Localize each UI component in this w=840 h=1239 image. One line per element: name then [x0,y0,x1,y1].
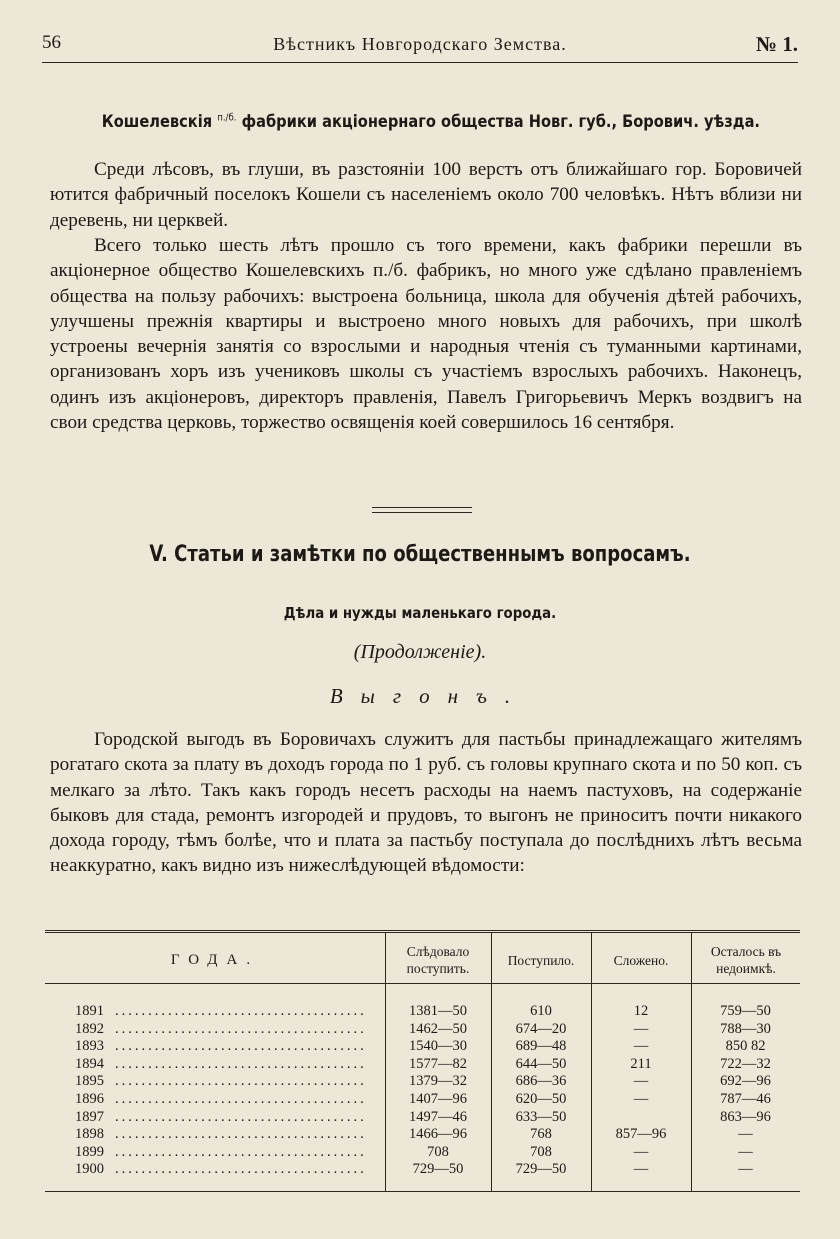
leader-dots: ...................................... [115,1090,367,1107]
cell-forgiven: — [633,1090,649,1107]
row-year: 1897 [75,1108,104,1125]
table-row [45,1073,800,1091]
cell-received: 708 [530,1143,552,1160]
table-row [45,1091,800,1109]
cell-arrears: 787—46 [720,1090,771,1107]
heading-part-1: Кошелевскія [101,112,218,132]
cell-arrears: — [738,1161,753,1178]
cell-due: 1407—96 [409,1090,467,1107]
cell-forgiven: — [633,1073,649,1090]
heading-superscript: п./б. [217,112,237,124]
leader-dots: ...................................... [115,1020,367,1037]
cell-forgiven: 211 [630,1055,652,1072]
cell-forgiven: — [633,1143,649,1160]
table-row [45,1109,800,1127]
pasture-fee-table [45,930,800,1192]
cell-received: 686—36 [515,1073,567,1090]
table-row [45,1161,800,1179]
leader-dots: ...................................... [115,1126,367,1143]
cell-forgiven: 857—96 [615,1126,667,1143]
column-header-year: ГОДА. [170,951,260,968]
cell-forgiven: — [633,1038,649,1055]
journal-title: Вѣстникъ Новгородскаго Земства. [273,34,567,54]
table-row [45,1021,800,1039]
cell-arrears: 692—96 [720,1073,771,1090]
table-row [45,1003,800,1021]
cell-due: 729—50 [412,1161,464,1178]
row-year: 1898 [75,1126,104,1143]
cell-due: 708 [427,1143,449,1160]
row-year: 1891 [75,1003,104,1019]
leader-dots: ...................................... [115,1161,367,1178]
leader-dots: ...................................... [115,1108,367,1125]
table-body [45,1003,800,1179]
paragraph: Городской выгодъ въ Боровичахъ служитъ для пастьбы принадлежащаго жителямъ рогатаго скота за плату въ доходъ города по 1 руб. съ головы крупнаго скота и по 50 коп. съ мелкаго за лѣто. Такъ какъ городъ несетъ расходы на наемъ пастуховъ, на содержаніе быковъ для стада, ремонтъ изгородей и прудовъ, то выгонъ не приноситъ почти никакого дохода городу, тѣмъ болѣе, что и плата за пастьбу поступала до послѣднихъ лѣтъ весьма неаккуратно, какъ видно изъ нижеслѣдующей вѣдомости: [50,729,802,877]
row-year: 1896 [75,1090,104,1107]
header-row-rule [45,983,800,984]
topic-title: Выгонъ. [329,684,529,708]
cell-arrears: — [738,1126,753,1143]
leader-dots: ...................................... [115,1055,367,1072]
cell-arrears: 850 82 [725,1038,766,1055]
cell-received: 674—20 [515,1020,567,1037]
table-row [45,1144,800,1162]
cell-arrears: — [738,1143,753,1160]
table-row [45,1056,800,1074]
cell-due: 1381—50 [409,1003,467,1019]
column-header-received: Поступило. [507,952,575,968]
row-year: 1893 [75,1038,104,1055]
continuation-note: (Продолженіе). [353,641,487,663]
cell-due: 1462—50 [409,1020,467,1037]
cell-arrears: 863—96 [720,1108,771,1125]
section-divider [372,507,472,513]
cell-forgiven: — [633,1161,649,1178]
column-header-arrears: Осталось въ недоимкѣ. [710,944,782,976]
cell-due: 1577—82 [409,1055,467,1072]
column-header-due: Слѣдовало поступить. [406,944,470,976]
row-year: 1894 [75,1055,104,1072]
page-number: 56 [42,32,61,53]
running-header [42,32,798,62]
leader-dots: ...................................... [115,1073,367,1090]
row-year: 1892 [75,1020,104,1037]
article-title: Дѣла и нужды маленькаго города. [283,604,557,622]
paragraph: Всего только шесть лѣтъ прошло съ того времени, какъ фабрики перешли въ акціонерное общество Кошелевскихъ п./б. фабрикъ, но много уже сдѣлано правленіемъ общества на пользу рабочихъ: выстроена больница, школа для обученія дѣтей рабочихъ, улучшены прежнія квартиры и выстроено много новыхъ для рабочихъ, при школѣ устроены вечернія занятія со взрослыми и народныя чтенія съ туманными картинами, организованъ хоръ изъ учениковъ школы съ участіемъ взрослыхъ рабочихъ. Наконецъ, одинъ изъ акціонеровъ, директоръ правленія, Павелъ Григорьевичъ Меркъ воздвигъ на свои средства церковь, торжество освященія коей совершилось 16 сентября. [50,235,802,434]
paragraph: Среди лѣсовъ, въ глуши, въ разстояніи 100 верстъ отъ ближайшаго гор. Боровичей ютится фабричный поселокъ Кошели съ населеніемъ около 700 человѣкъ. Нѣтъ вблизи ни деревень, ни церквей. [50,159,802,231]
cell-arrears: 759—50 [720,1003,771,1019]
cell-received: 644—50 [515,1055,567,1072]
row-year: 1895 [75,1073,104,1090]
leader-dots: ...................................... [115,1003,367,1019]
leader-dots: ...................................... [115,1038,367,1055]
cell-received: 689—48 [515,1038,567,1055]
cell-due: 1379—32 [409,1073,467,1090]
row-year: 1900 [75,1161,104,1178]
cell-received: 610 [530,1003,552,1019]
cell-received: 729—50 [515,1161,567,1178]
table-row [45,1038,800,1056]
column-header-forgiven: Сложено. [613,952,669,968]
cell-received: 768 [530,1126,552,1143]
cell-due: 1466—96 [409,1126,467,1143]
row-year: 1899 [75,1143,104,1160]
cell-received: 620—50 [515,1090,567,1107]
table-row [45,1126,800,1144]
cell-forgiven: — [633,1020,649,1037]
cell-arrears: 788—30 [720,1020,771,1037]
issue-number: № 1. [755,32,798,56]
section-heading-public-questions: V. Статьи и замѣтки по общественнымъ вопросамъ. [149,542,691,567]
cell-received: 633—50 [515,1108,567,1125]
cell-forgiven: 12 [633,1003,649,1019]
header-rule [42,62,798,63]
cell-arrears: 722—32 [720,1055,771,1072]
cell-due: 1497—46 [409,1108,467,1125]
heading-part-2: фабрики акціонернаго общества Новг. губ., Борович. уѣзда. [236,112,760,132]
cell-due: 1540—30 [409,1038,467,1055]
leader-dots: ...................................... [115,1143,367,1160]
section-heading-koshelevo [101,112,760,132]
